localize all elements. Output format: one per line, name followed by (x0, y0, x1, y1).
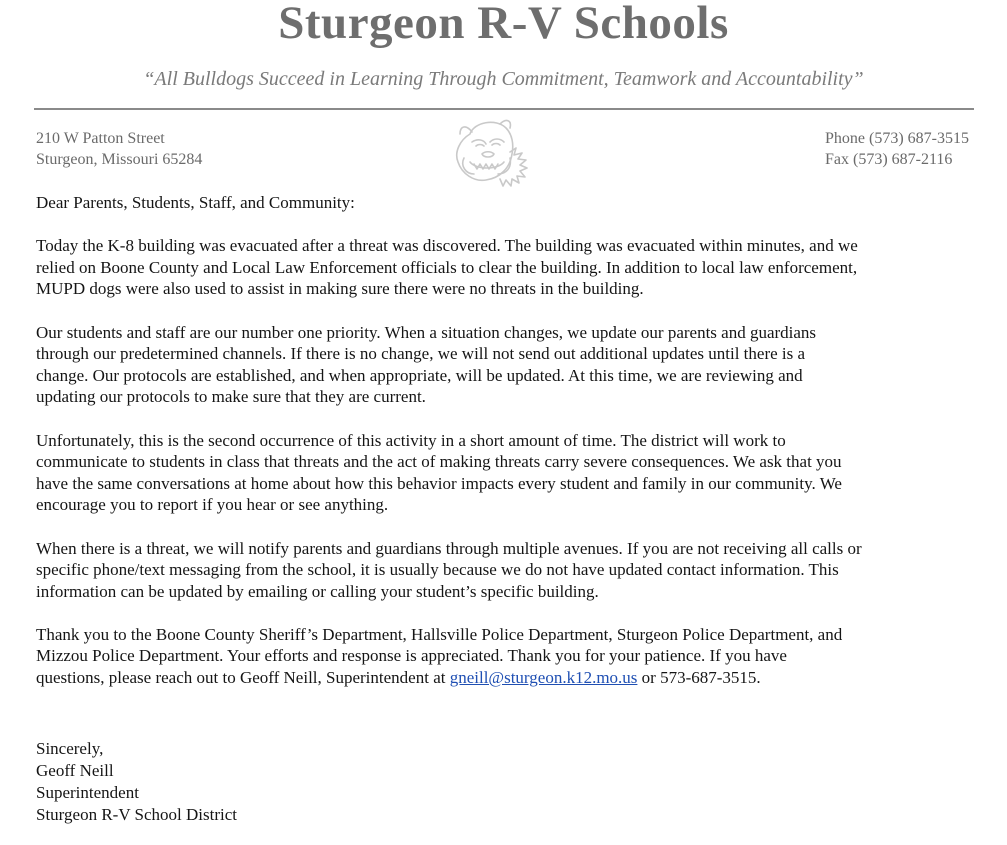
address-city: Sturgeon, Missouri 65284 (36, 151, 203, 168)
school-address (36, 128, 202, 170)
paragraph-line: communicate to students in class that threats and the act of making threats carry severe consequences. We ask that you (36, 452, 842, 472)
school-motto: “All Bulldogs Succeed in Learning Through Commitment, Teamwork and Accountability” (143, 68, 864, 90)
paragraph-line: Mizzou Police Department. Your efforts and response is appreciated. Thank you for your patience. If you have (36, 646, 787, 666)
paragraph-occurrence (36, 430, 981, 516)
contact-text-after: or 573-687-3515. (637, 668, 761, 688)
school-title: Sturgeon R-V Schools (278, 0, 729, 49)
paragraph-priority (36, 322, 981, 408)
signer-title: Superintendent (36, 783, 139, 802)
paragraph-line: Thank you to the Boone County Sheriff’s Department, Hallsville Police Department, Sturgeon Police Department, and (36, 624, 843, 644)
contact-text-before: questions, please reach out to Geoff Neill, Superintendent at (36, 668, 450, 688)
closing: Sincerely, (36, 739, 104, 758)
paragraph-line: information can be updated by emailing or calling your student’s specific building. (36, 581, 599, 601)
bulldog-mascot-icon (440, 112, 544, 198)
paragraph-line: have the same conversations at home about how this behavior impacts every student and family in our community. We (36, 473, 842, 493)
header-divider (34, 108, 974, 110)
paragraph-line: MUPD dogs were also used to assist in making sure there were no threats in the building. (36, 279, 644, 299)
paragraph-line: encourage you to report if you hear or see anything. (36, 495, 389, 515)
paragraph-line-contact (36, 667, 981, 689)
paragraph-line: relied on Boone County and Local Law Enforcement officials to clear the building. In addition to local law enforcement, (36, 257, 858, 277)
signer-organization: Sturgeon R-V School District (36, 805, 238, 824)
superintendent-email-link[interactable]: gneill@sturgeon.k12.mo.us (449, 668, 638, 688)
paragraph-line: through our predetermined channels. If there is no change, we will not send out additional updates until there is a (36, 344, 806, 364)
paragraph-line: Our students and staff are our number one priority. When a situation changes, we update our parents and guardians (36, 322, 817, 342)
paragraph-line: specific phone/text messaging from the school, it is usually because we do not have updated contact information. This (36, 560, 839, 580)
paragraph-line: updating our protocols to make sure that they are current. (36, 387, 426, 407)
fax-number: Fax (573) 687-2116 (825, 151, 953, 168)
paragraph-notification (36, 538, 981, 603)
paragraph-line: Unfortunately, this is the second occurrence of this activity in a short amount of time. The district will work to (36, 430, 786, 450)
paragraph-line: change. Our protocols are established, and when appropriate, will be updated. At this time, we are reviewing and (36, 365, 803, 385)
phone-number: Phone (573) 687-3515 (825, 130, 969, 147)
salutation: Dear Parents, Students, Staff, and Community: (36, 193, 355, 212)
paragraph-line: When there is a threat, we will notify parents and guardians through multiple avenues. If you are not receiving all calls or (36, 538, 862, 558)
paragraph-evacuation (36, 235, 981, 300)
signer-name: Geoff Neill (36, 761, 114, 780)
school-contact (825, 128, 969, 170)
paragraph-line: Today the K-8 building was evacuated after a threat was discovered. The building was evacuated within minutes, and we (36, 236, 858, 256)
letter-body (36, 192, 981, 710)
address-street: 210 W Patton Street (36, 130, 165, 147)
paragraph-thanks (36, 624, 981, 689)
signature-block (36, 738, 237, 826)
